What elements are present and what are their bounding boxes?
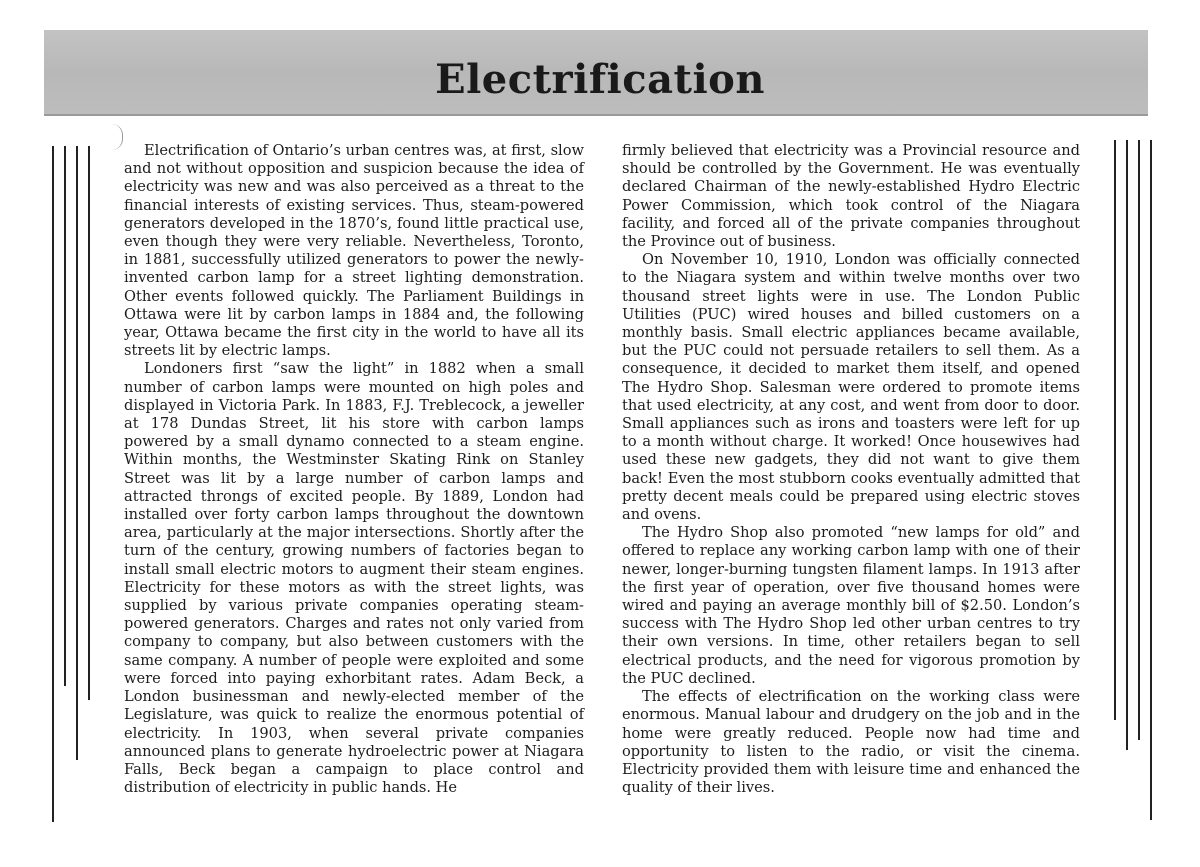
left-rule-4 (88, 146, 90, 700)
page-title: Electrification (435, 56, 765, 103)
right-rule-4 (1150, 140, 1152, 820)
left-rule-3 (76, 146, 78, 760)
pen-mark (112, 124, 123, 150)
paragraph-continuation: firmly believed that electricity was a Provincial resource and should be controlled by the Government. He was eventually declared Chairman of the newly-established Hydro Electric Power Commission, which took control of the Niagara facility, and forced all of the private companies throughout the Province out of business. (622, 142, 1080, 251)
paragraph: On November 10, 1910, London was officially connected to the Niagara system and within twelve months over two thousand street lights were in use. The London Public Utilities (PUC) wired houses and billed customers on a monthly basis. Small electric appliances became available, but the PUC could not persuade retailers to sell them. As a consequence, it decided to market them itself, and opened The Hydro Shop. Salesman were ordered to promote items that used electricity, at any cost, and went from door to door. Small appliances such as irons and toasters were left for up to a month without charge. It worked! Once housewives had used these new gadgets, they did not want to give them back! Even the most stubborn cooks eventually admitted that pretty decent meals could be prepared using electric stoves and ovens. (622, 251, 1080, 524)
right-rule-1 (1114, 140, 1116, 720)
left-column (124, 142, 584, 797)
paragraph: Londoners first “saw the light” in 1882 when a small number of carbon lamps were mounted on high poles and displayed in Victoria Park. In 1883, F.J. Treblecock, a jeweller at 178 Dundas Street, lit his store with carbon lamps powered by a small dynamo connected to a steam engine. Within months, the Westminster Skating Rink on Stanley Street was lit by a large number of carbon lamps and attracted throngs of excited people. By 1889, London had installed over forty carbon lamps throughout the downtown area, particularly at the major intersections. Shortly after the turn of the century, growing numbers of factories began to install small electric motors to augment their steam engines. Electricity for these motors as with the street lights, was supplied by various private companies operating steam-powered generators. Charges and rates not only varied from company to company, but also between customers with the same company. A number of people were exploited and some were forced into paying exhorbitant rates. Adam Beck, a London businessman and newly-elected member of the Legislature, was quick to realize the enormous potential of electricity. In 1903, when several private companies announced plans to generate hydroelectric power at Niagara Falls, Beck began a campaign to place control and distribution of electricity in public hands. He (124, 360, 584, 797)
paragraph: The Hydro Shop also promoted “new lamps for old” and offered to replace any working carbon lamp with one of their newer, longer-burning tungsten filament lamps. In 1913 after the first year of operation, over five thousand homes were wired and paying an average monthly bill of $2.50. London’s success with The Hydro Shop led other urban centres to try their own versions. In time, other retailers began to sell electrical products, and the need for vigorous promotion by the PUC declined. (622, 524, 1080, 687)
right-column (622, 142, 1080, 797)
right-rule-2 (1126, 140, 1128, 750)
paragraph: Electrification of Ontario’s urban centres was, at first, slow and not without opposition and suspicion because the idea of electricity was new and was also perceived as a threat to the financial interests of existing services. Thus, steam-powered generators developed in the 1870’s, found little practical use, even though they were very reliable. Nevertheless, Toronto, in 1881, successfully utilized generators to power the newly-invented carbon lamp for a street lighting demonstration. Other events followed quickly. The Parliament Buildings in Ottawa were lit by carbon lamps in 1884 and, the following year, Ottawa became the first city in the world to have all its streets lit by electric lamps. (124, 142, 584, 360)
left-rule-1 (52, 146, 54, 822)
paragraph: The effects of electrification on the working class were enormous. Manual labour and drudgery on the job and in the home were greatly reduced. People now had time and opportunity to listen to the radio, or visit the cinema. Electricity provided them with leisure time and enhanced the quality of their lives. (622, 688, 1080, 797)
left-rule-2 (64, 146, 66, 686)
right-rule-3 (1138, 140, 1140, 740)
